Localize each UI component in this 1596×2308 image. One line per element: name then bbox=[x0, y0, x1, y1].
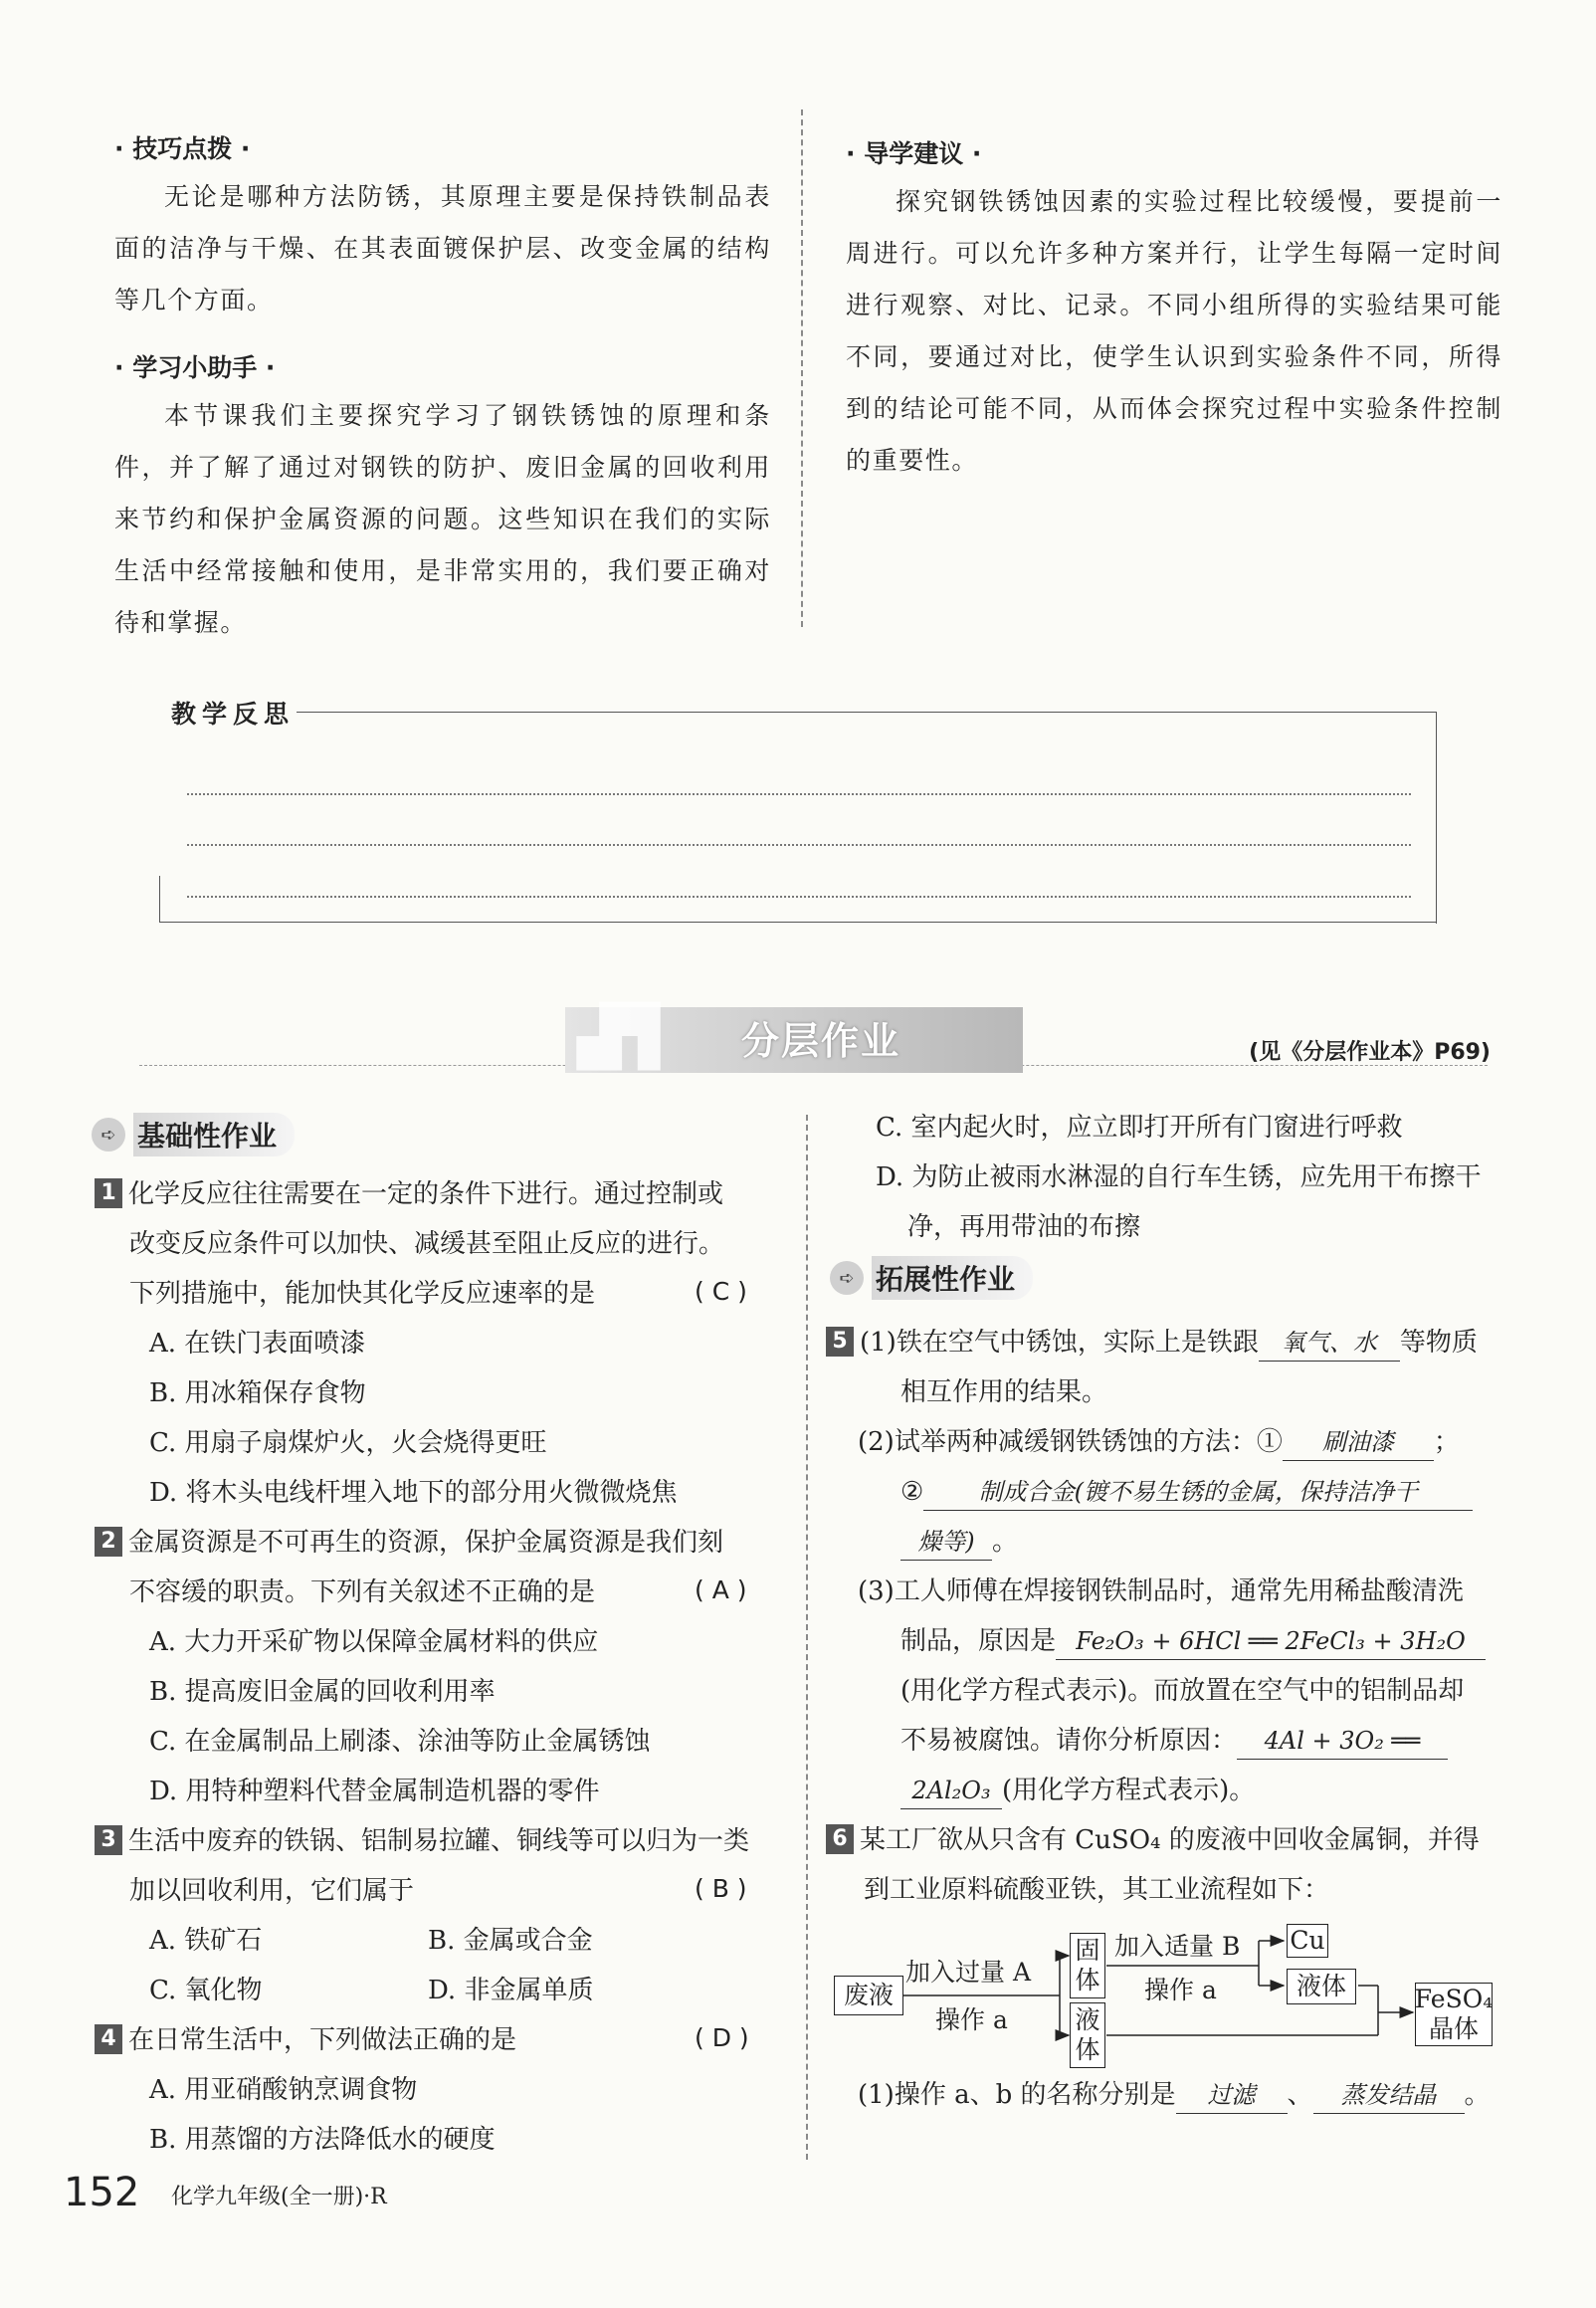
option: D. 用特种塑料代替金属制造机器的零件 bbox=[149, 1777, 600, 1806]
arrow-right-icon: ➪ bbox=[92, 1118, 125, 1152]
tip-skill-heading: · 技巧点拨 · bbox=[114, 127, 771, 171]
reflection-right-edge bbox=[1436, 712, 1437, 924]
column-divider-top bbox=[801, 109, 803, 627]
answer-blank[interactable]: 刷油漆 bbox=[1283, 1424, 1434, 1461]
flow-label-add-b: 加入适量 B bbox=[1114, 1932, 1241, 1961]
question-6-line-1 bbox=[826, 1815, 1542, 1865]
reflection-left-edge bbox=[159, 876, 160, 922]
question-number: 3 bbox=[95, 1825, 122, 1855]
book-title: 化学九年级(全一册)·R bbox=[171, 2185, 387, 2209]
reflection-writing-line[interactable] bbox=[187, 793, 1411, 795]
question-text: 等物质 bbox=[1399, 1328, 1478, 1358]
question-text: 、 bbox=[1287, 2080, 1313, 2110]
flow-box-liquid-2: 液体 bbox=[1287, 1969, 1356, 2004]
option: A. 用亚硝酸钠烹调食物 bbox=[149, 2075, 418, 2105]
question-stem: 在日常生活中，下列做法正确的是 bbox=[128, 2025, 517, 2055]
question-5-line-2: 相互作用的结果。 bbox=[900, 1377, 1108, 1407]
question-2-line-2: 不容缓的职责。下列有关叙述不正确的是 bbox=[129, 1577, 596, 1607]
question-text: (用化学方程式表示)。 bbox=[1002, 1776, 1256, 1805]
answer-blank[interactable]: Fe₂O₃ + 6HCl ══ 2FeCl₃ + 3H₂O bbox=[1056, 1623, 1486, 1660]
question-1-line-3: 下列措施中，能加快其化学反应速率的是 bbox=[129, 1279, 596, 1309]
option: C. 氧化物 bbox=[149, 1976, 263, 2005]
question-5-line-1 bbox=[826, 1318, 1522, 1367]
flow-box-cu: Cu bbox=[1287, 1924, 1328, 1958]
flow-label-operation: 操作 a bbox=[935, 2005, 1008, 2034]
question-text: ； bbox=[1433, 1427, 1460, 1457]
flow-box-solid: 固体 bbox=[1070, 1933, 1105, 1998]
page-number: 152 bbox=[64, 2170, 140, 2215]
option: C. 室内起火时，应立即打开所有门窗进行呼救 bbox=[876, 1113, 1403, 1143]
answer-blank[interactable]: 过滤 bbox=[1176, 2077, 1288, 2114]
question-3-answer: ( B ) bbox=[695, 1874, 747, 1903]
reflection-writing-line[interactable] bbox=[187, 844, 1411, 846]
question-number: 5 bbox=[826, 1327, 854, 1357]
question-text: (1)操作 a、b 的名称分别是 bbox=[858, 2080, 1176, 2110]
question-3-line-1 bbox=[95, 1816, 791, 1866]
banner-decoration-icon: ▟▜ bbox=[577, 1002, 655, 1070]
question-4-answer: ( D ) bbox=[695, 2023, 749, 2052]
option: D. 将木头电线杆埋入地下的部分用火微微烧焦 bbox=[149, 1478, 678, 1508]
reflection-writing-line[interactable] bbox=[187, 896, 1411, 898]
flow-label-add-a: 加入过量 A bbox=[905, 1958, 1032, 1987]
flow-box-liquid-1: 液体 bbox=[1070, 2002, 1105, 2068]
banner-title: 分层作业 bbox=[741, 1019, 901, 1063]
arrow-right-icon: ➪ bbox=[830, 1261, 864, 1295]
tip-skill-body: 无论是哪种方法防锈，其原理主要是保持铁制品表面的洁净与干燥、在其表面镀保护层、改变金属的结构等几个方面。 bbox=[114, 182, 771, 315]
question-text: 制品，原因是 bbox=[900, 1626, 1057, 1656]
basic-section-header bbox=[92, 1113, 295, 1156]
banner-reference: (见《分层作业本》P69) bbox=[1249, 1040, 1491, 1065]
basic-section-title: 基础性作业 bbox=[133, 1113, 295, 1156]
tip-guide-body: 探究钢铁锈蚀因素的实验过程比较缓慢，要提前一周进行。可以允许多种方案并行，让学生每隔一定时间进行观察、对比、记录。不同小组所得的实验结果可能不同，要通过对比，使学生认识到实验条件不同，所得到的结论可能不同，从而体会探究过程中实验条件控制的重要性。 bbox=[846, 187, 1502, 475]
answer-blank[interactable]: 燥等) bbox=[900, 1524, 992, 1561]
option: B. 用冰箱保存食物 bbox=[149, 1378, 366, 1408]
reflection-bottom-line bbox=[159, 922, 1437, 923]
question-1-line-1 bbox=[95, 1169, 791, 1219]
question-text: ② bbox=[900, 1477, 924, 1507]
question-text: 。 bbox=[992, 1527, 1019, 1557]
flow-box-product: FeSO₄晶体 bbox=[1415, 1983, 1493, 2046]
option: A. 在铁门表面喷漆 bbox=[149, 1329, 366, 1359]
answer-blank[interactable]: 2Al₂O₃ bbox=[900, 1773, 1002, 1809]
answer-blank[interactable]: 4Al + 3O₂ ══ bbox=[1237, 1723, 1448, 1760]
question-number: 4 bbox=[95, 2024, 122, 2054]
question-5-line-3 bbox=[858, 1417, 1524, 1467]
question-number: 6 bbox=[826, 1824, 854, 1854]
question-5-line-9 bbox=[900, 1716, 1517, 1766]
question-2-line-1 bbox=[95, 1518, 791, 1568]
question-stem: 金属资源是不可再生的资源，保护金属资源是我们刻 bbox=[128, 1528, 724, 1558]
reflection-top-line bbox=[297, 712, 1436, 713]
tip-helper bbox=[114, 346, 771, 649]
extended-section-header bbox=[830, 1256, 1033, 1300]
question-text: (2)试举两种减缓钢铁锈蚀的方法：① bbox=[858, 1427, 1283, 1457]
tip-helper-heading: · 学习小助手 · bbox=[114, 346, 771, 390]
question-4-line-1 bbox=[95, 2015, 692, 2065]
question-stem: 化学反应往往需要在一定的条件下进行。通过控制或 bbox=[128, 1179, 724, 1209]
answer-blank[interactable]: 蒸发结晶 bbox=[1313, 2077, 1465, 2114]
question-6-line-2: 到工业原料硫酸亚铁，其工业流程如下： bbox=[864, 1875, 1330, 1905]
tip-guide bbox=[846, 132, 1502, 487]
question-text: 。 bbox=[1464, 2080, 1491, 2110]
answer-blank[interactable]: 氧气、水 bbox=[1259, 1325, 1400, 1362]
question-number: 2 bbox=[95, 1527, 122, 1557]
question-1-line-2: 改变反应条件可以加快、减缓甚至阻止反应的进行。 bbox=[129, 1229, 725, 1259]
question-5-line-6: (3)工人师傅在焊接钢铁制品时，通常先用稀盐酸清洗 bbox=[858, 1576, 1464, 1606]
question-5-line-10 bbox=[900, 1766, 1517, 1815]
question-stem: 生活中废弃的铁锅、铝制易拉罐、铜线等可以归为一类 bbox=[128, 1826, 750, 1856]
question-6-sub-1 bbox=[858, 2070, 1524, 2120]
question-5-line-7 bbox=[900, 1616, 1517, 1666]
answer-blank[interactable]: 制成合金(镀不易生锈的金属，保持洁净干 bbox=[923, 1474, 1473, 1511]
extended-section-title: 拓展性作业 bbox=[872, 1256, 1033, 1300]
option: B. 用蒸馏的方法降低水的硬度 bbox=[149, 2125, 496, 2155]
flow-box-waste: 废液 bbox=[834, 1976, 903, 2015]
option: A. 大力开采矿物以保障金属材料的供应 bbox=[149, 1627, 599, 1657]
question-3-line-2: 加以回收利用，它们属于 bbox=[129, 1876, 415, 1906]
question-text: (1)铁在空气中锈蚀，实际上是铁跟 bbox=[860, 1328, 1259, 1358]
tip-guide-heading: · 导学建议 · bbox=[846, 132, 1502, 176]
question-1-answer: ( C ) bbox=[695, 1277, 747, 1306]
question-5-line-4 bbox=[900, 1467, 1517, 1517]
option-continued: 净，再用带油的布擦 bbox=[907, 1212, 1141, 1242]
tip-helper-body: 本节课我们主要探究学习了钢铁锈蚀的原理和条件，并了解了通过对钢铁的防护、废旧金属的回收利用来节约和保护金属资源的问题。这些知识在我们的实际生活中经常接触和使用，是非常实用的，我们要正确对待和掌握。 bbox=[114, 401, 771, 637]
question-2-answer: ( A ) bbox=[695, 1575, 747, 1604]
question-stem: 某工厂欲从只含有 CuSO₄ 的废液中回收金属铜，并得 bbox=[860, 1825, 1480, 1855]
question-5-line-8: (用化学方程式表示)。而放置在空气中的铝制品却 bbox=[900, 1676, 1465, 1706]
flow-label-operation-2: 操作 a bbox=[1144, 1976, 1217, 2004]
option: D. 为防止被雨水淋湿的自行车生锈，应先用干布擦干 bbox=[876, 1162, 1482, 1192]
reflection-label: 教学反思 bbox=[171, 700, 296, 729]
option: A. 铁矿石 bbox=[149, 1926, 263, 1956]
column-divider-bottom bbox=[806, 1115, 808, 2160]
option: C. 用扇子扇煤炉火，火会烧得更旺 bbox=[149, 1428, 547, 1458]
option: C. 在金属制品上刷漆、涂油等防止金属锈蚀 bbox=[149, 1727, 651, 1757]
tip-skill bbox=[114, 127, 771, 326]
option: B. 金属或合金 bbox=[428, 1926, 593, 1956]
question-number: 1 bbox=[95, 1178, 122, 1208]
question-text: 不易被腐蚀。请你分析原因： bbox=[900, 1726, 1238, 1756]
option: B. 提高废旧金属的回收利用率 bbox=[149, 1677, 496, 1707]
option: D. 非金属单质 bbox=[428, 1976, 594, 2005]
question-5-line-5 bbox=[900, 1517, 1018, 1567]
